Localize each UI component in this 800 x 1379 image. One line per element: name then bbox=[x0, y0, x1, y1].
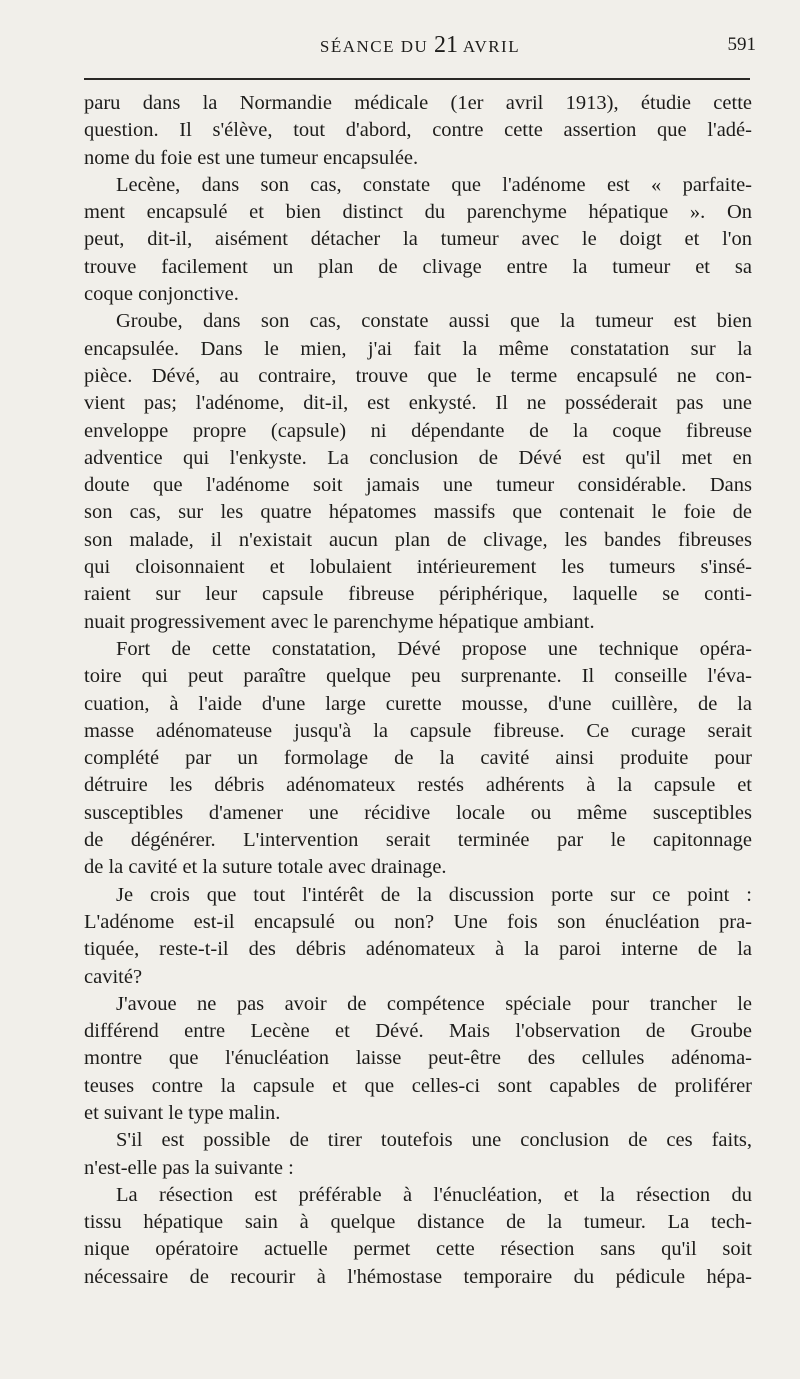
text-line: nique opératoire actuelle permet cette résection sans qu'il soit bbox=[84, 1238, 752, 1261]
body-text bbox=[84, 90, 752, 1291]
text-line: différend entre Lecène et Dévé. Mais l'observation de Groube bbox=[84, 1020, 752, 1043]
text-line: trouve facilement un plan de clivage entre la tumeur et sa bbox=[84, 255, 752, 278]
text-line: montre que l'énucléation laisse peut-être des cellules adénoma- bbox=[84, 1047, 752, 1070]
text-line: tiquée, reste-t-il des débris adénomateux à la paroi interne de la bbox=[84, 938, 752, 961]
text-line: toire qui peut paraître quelque peu surprenante. Il conseille l'éva- bbox=[84, 665, 752, 688]
page-number: 591 bbox=[727, 34, 756, 55]
text-line: masse adénomateuse jusqu'à la capsule fibreuse. Ce curage serait bbox=[84, 719, 752, 742]
text-line: son cas, sur les quatre hépatomes massifs que contenait le foie de bbox=[84, 501, 752, 524]
running-head bbox=[84, 32, 756, 62]
text-line: n'est-elle pas la suivante : bbox=[84, 1156, 294, 1179]
text-line: adventice qui l'enkyste. La conclusion de Dévé est qu'il met en bbox=[84, 446, 752, 469]
text-line: Lecène, dans son cas, constate que l'adénome est « parfaite- bbox=[116, 173, 752, 196]
text-line: La résection est préférable à l'énucléation, et la résection du bbox=[116, 1183, 752, 1206]
text-line: tissu hépatique sain à quelque distance de la tumeur. La tech- bbox=[84, 1211, 752, 1234]
text-line: susceptibles d'amener une récidive locale ou même susceptibles bbox=[84, 801, 752, 824]
text-line: de la cavité et la suture totale avec drainage. bbox=[84, 856, 447, 879]
text-line: nécessaire de recourir à l'hémostase temporaire du pédicule hépa- bbox=[84, 1265, 752, 1288]
text-line: vient pas; l'adénome, dit-il, est enkysté. Il ne posséderait pas une bbox=[84, 392, 752, 415]
text-line: cuation, à l'aide d'une large curette mousse, d'une cuillère, de la bbox=[84, 692, 752, 715]
running-title-month: AVRIL bbox=[462, 37, 521, 56]
text-line: pièce. Dévé, au contraire, trouve que le terme encapsulé ne con- bbox=[84, 364, 752, 387]
text-line: nuait progressivement avec le parenchyme hépatique ambiant. bbox=[84, 610, 595, 633]
text-line: question. Il s'élève, tout d'abord, contre cette assertion que l'adé- bbox=[84, 119, 752, 142]
text-line: détruire les débris adénomateux restés adhérents à la capsule et bbox=[84, 774, 752, 797]
text-line: peut, dit-il, aisément détacher la tumeur avec le doigt et l'on bbox=[84, 228, 752, 251]
text-line: teuses contre la capsule et que celles-ci sont capables de proliférer bbox=[84, 1074, 752, 1097]
text-line: ment encapsulé et bien distinct du parenchyme hépatique ». On bbox=[84, 201, 752, 224]
text-line: enveloppe propre (capsule) ni dépendante de la coque fibreuse bbox=[84, 419, 752, 442]
running-title bbox=[84, 32, 756, 59]
text-line: S'il est possible de tirer toutefois une conclusion de ces faits, bbox=[116, 1129, 752, 1152]
text-line: L'adénome est-il encapsulé ou non? Une fois son énucléation pra- bbox=[84, 910, 752, 933]
text-line: paru dans la Normandie médicale (1er avril 1913), étudie cette bbox=[84, 92, 752, 114]
text-line: son malade, il n'existait aucun plan de clivage, les bandes fibreuses bbox=[84, 528, 752, 551]
text-line: coque conjonctive. bbox=[84, 283, 239, 306]
header-rule bbox=[84, 78, 750, 80]
text-line: Groube, dans son cas, constate aussi que la tumeur est bien bbox=[116, 310, 752, 333]
text-line: J'avoue ne pas avoir de compétence spéciale pour trancher le bbox=[116, 992, 752, 1015]
running-title-day: 21 bbox=[434, 32, 459, 58]
text-line: doute que l'adénome soit jamais une tumeur considérable. Dans bbox=[84, 474, 752, 497]
text-line: raient sur leur capsule fibreuse périphérique, laquelle se conti- bbox=[84, 583, 752, 606]
text-line: et suivant le type malin. bbox=[84, 1101, 281, 1124]
text-line: nome du foie est une tumeur encapsulée. bbox=[84, 146, 419, 169]
text-line: de dégénérer. L'intervention serait terminée par le capitonnage bbox=[84, 829, 752, 852]
text-line: Fort de cette constatation, Dévé propose une technique opéra- bbox=[116, 637, 752, 660]
text-line: complété par un formolage de la cavité ainsi produite pour bbox=[84, 747, 752, 770]
text-line: qui cloisonnaient et lobulaient intérieurement les tumeurs s'insé- bbox=[84, 556, 752, 579]
text-line: encapsulée. Dans le mien, j'ai fait la même constatation sur la bbox=[84, 337, 752, 360]
running-title-prefix: SÉANCE DU bbox=[319, 37, 429, 56]
text-line: cavité? bbox=[84, 965, 143, 988]
text-line: Je crois que tout l'intérêt de la discussion porte sur ce point : bbox=[116, 883, 752, 906]
